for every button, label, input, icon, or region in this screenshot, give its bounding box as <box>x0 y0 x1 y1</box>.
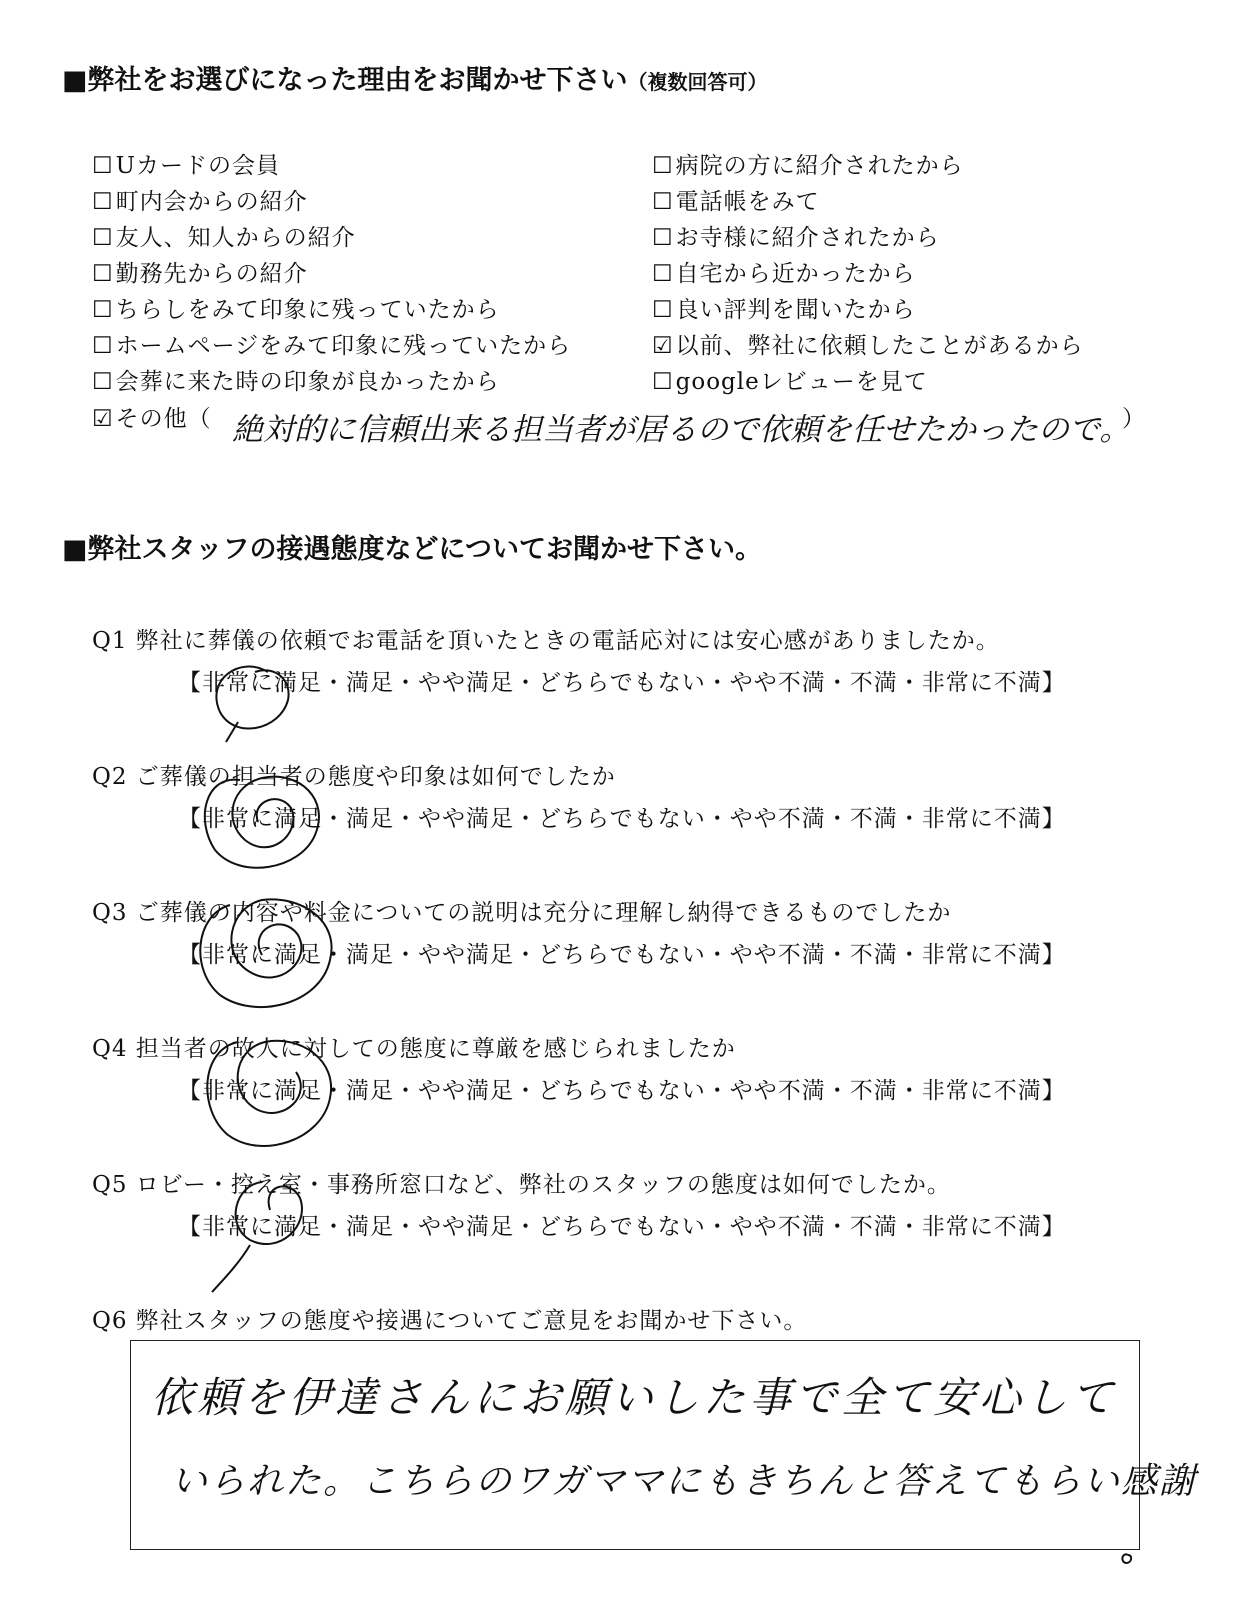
checkbox-label: 町内会からの紹介 <box>115 189 308 215</box>
checkbox-label: ちらしをみて印象に残っていたから <box>115 297 500 323</box>
checkbox-label: ホームページをみて印象に残っていたから <box>115 333 572 359</box>
question-q3: Q3 ご葬儀の内容や料金についての説明は充分に理解し納得できるものでしたか <box>92 900 952 926</box>
comment-end-mark <box>1122 1554 1131 1563</box>
checkbox-label: お寺様に紹介されたから <box>675 225 940 251</box>
rating-scale-q5[interactable]: 【非常に満足・満足・やや満足・どちらでもない・やや不満・不満・非常に不満】 <box>178 1214 1066 1240</box>
scribble-mark-q2 <box>205 777 319 868</box>
checkbox-label: 電話帳をみて <box>675 189 820 215</box>
rating-scale-q4[interactable]: 【非常に満足・満足・やや満足・どちらでもない・やや不満・不満・非常に不満】 <box>178 1078 1066 1104</box>
checkbox-icon[interactable]: ☐ <box>652 297 674 323</box>
scribble-mark-q5 <box>212 1182 302 1292</box>
other-handwritten-answer: 絶対的に信頼出来る担当者が居るので依頼を任せたかったので。 <box>232 412 1131 448</box>
question-q5: Q5 ロビー・控え室・事務所窓口など、弊社のスタッフの態度は如何でしたか。 <box>92 1172 951 1198</box>
checkbox-label: 病院の方に紹介されたから <box>675 153 964 179</box>
section2-title: ■弊社スタッフの接遇態度などについてお聞かせ下さい。 <box>62 534 762 565</box>
checkbox-icon[interactable]: ☐ <box>652 369 674 395</box>
section1-subtitle: （複数回答可） <box>627 70 768 94</box>
checkbox-label: Uカードの会員 <box>115 153 281 179</box>
question-q4: Q4 担当者の故人に対しての態度に尊厳を感じられましたか <box>92 1036 736 1062</box>
checkbox-icon[interactable]: ☐ <box>652 153 674 179</box>
checkbox-label: その他（ <box>115 406 212 432</box>
comment-line-1: 依頼を伊達さんにお願いした事で全て安心して <box>151 1373 1118 1422</box>
checkbox-label: 良い評判を聞いたから <box>675 297 916 323</box>
checkbox-icon[interactable]: ☐ <box>92 261 114 287</box>
rating-scale-q1[interactable]: 【非常に満足・満足・やや満足・どちらでもない・やや不満・不満・非常に不満】 <box>178 670 1066 696</box>
checkbox-icon[interactable]: ☐ <box>92 153 114 179</box>
checkbox-icon[interactable]: ☐ <box>92 297 114 323</box>
checkbox-label: 会葬に来た時の印象が良かったから <box>115 369 500 395</box>
checkbox-label: 以前、弊社に依頼したことがあるから <box>675 333 1084 359</box>
scribble-mark-q1 <box>216 667 288 742</box>
checkbox-icon[interactable]: ☐ <box>652 261 674 287</box>
checkbox-icon[interactable]: ☐ <box>652 225 674 251</box>
checkbox-icon[interactable]: ☐ <box>652 189 674 215</box>
comment-line-2: いられた。こちらのワガママにもきちんと答えてもらい感謝 <box>171 1461 1198 1502</box>
checkbox-label: googleレビューを見て <box>675 369 928 395</box>
checkbox-icon[interactable]: ☐ <box>92 225 114 251</box>
rating-scale-q2[interactable]: 【非常に満足・満足・やや満足・どちらでもない・やや不満・不満・非常に不満】 <box>178 806 1066 832</box>
other-close-paren: ） <box>1122 406 1146 432</box>
checkbox-icon[interactable]: ☑ <box>652 333 674 359</box>
scribble-mark-q4 <box>207 1041 331 1146</box>
checkbox-icon[interactable]: ☑ <box>92 406 114 432</box>
question-q2: Q2 ご葬儀の担当者の態度や印象は如何でしたか <box>92 764 616 790</box>
rating-scale-q3[interactable]: 【非常に満足・満足・やや満足・どちらでもない・やや不満・不満・非常に不満】 <box>178 942 1066 968</box>
checkbox-label: 勤務先からの紹介 <box>115 261 308 287</box>
question-q1: Q1 弊社に葬儀の依頼でお電話を頂いたときの電話応対には安心感がありましたか。 <box>92 628 1000 654</box>
checkbox-icon[interactable]: ☐ <box>92 189 114 215</box>
section1-title-text: ■弊社をお選びになった理由をお聞かせ下さい <box>62 65 628 96</box>
checkbox-label: 自宅から近かったから <box>675 261 916 287</box>
question-q6: Q6 弊社スタッフの態度や接遇についてご意見をお聞かせ下さい。 <box>92 1308 808 1334</box>
checkbox-icon[interactable]: ☐ <box>92 369 114 395</box>
scribble-mark-q3 <box>200 899 331 1007</box>
checkbox-icon[interactable]: ☐ <box>92 333 114 359</box>
checkbox-label: 友人、知人からの紹介 <box>115 225 356 251</box>
